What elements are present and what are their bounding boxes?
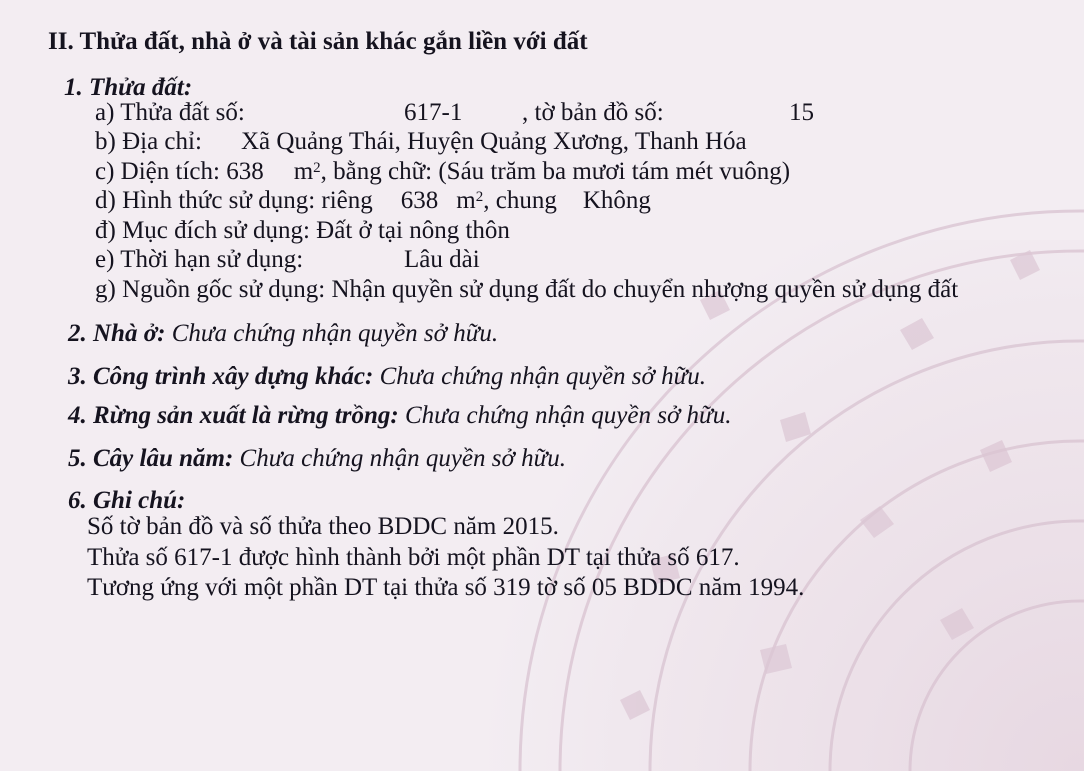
parcel-number: 617-1: [404, 99, 463, 126]
area-unit-exponent: 2: [313, 160, 321, 176]
address-label: b) Địa chỉ:: [95, 128, 202, 155]
area-label: c) Diện tích: 638: [95, 158, 264, 185]
note-line: Thửa số 617-1 được hình thành bởi một phần DT tại thửa số 617.: [87, 544, 740, 571]
area-unit: m: [293, 158, 314, 185]
other-construction-row: [68, 362, 706, 392]
house-heading: 2. Nhà ở:: [68, 320, 166, 347]
shared-value: Không: [582, 187, 651, 214]
forest-row: [68, 401, 731, 431]
map-sheet-label: , tờ bản đồ số:: [522, 99, 664, 126]
house-value: Chưa chứng nhận quyền sở hữu.: [171, 320, 499, 347]
private-area-unit-exponent: 2: [475, 189, 484, 205]
purpose-row: đ) Mục đích sử dụng: Đất ở tại nông thôn: [95, 217, 510, 244]
note-line: Số tờ bản đồ và số thửa theo BDDC năm 2015.: [87, 513, 559, 540]
other-construction-heading: 3. Công trình xây dựng khác:: [68, 363, 374, 390]
private-area: 638: [400, 187, 439, 214]
term-label: e) Thời hạn sử dụng:: [95, 246, 304, 273]
note-line: Tương ứng với một phần DT tại thửa số 319 tờ số 05 BDDC năm 1994.: [87, 574, 805, 601]
notes-heading: 6. Ghi chú:: [68, 487, 186, 514]
area-row: [95, 157, 790, 187]
land-heading: 1. Thửa đất:: [64, 74, 193, 101]
perennial-row: [68, 444, 566, 474]
usage-form-row: [95, 186, 651, 216]
parcel-label: a) Thửa đất số:: [95, 99, 245, 126]
private-area-unit: m: [456, 187, 476, 214]
area-in-words: , bằng chữ: (Sáu trăm ba mươi tám mét vuông): [320, 158, 791, 185]
other-construction-value: Chưa chứng nhận quyền sở hữu.: [379, 363, 707, 390]
section-title: II. Thửa đất, nhà ở và tài sản khác gắn liền với đất: [48, 28, 588, 55]
usage-form-label: d) Hình thức sử dụng: riêng: [95, 187, 373, 214]
house-row: [68, 319, 498, 349]
forest-value: Chưa chứng nhận quyền sở hữu.: [405, 402, 732, 429]
address-value: Xã Quảng Thái, Huyện Quảng Xương, Thanh Hóa: [241, 128, 747, 155]
origin-row: g) Nguồn gốc sử dụng: Nhận quyền sử dụng đất do chuyển nhượng quyền sử dụng đất: [95, 276, 959, 303]
term-value: Lâu dài: [404, 246, 480, 273]
perennial-value: Chưa chứng nhận quyền sở hữu.: [239, 445, 566, 472]
forest-heading: 4. Rừng sản xuất là rừng trồng:: [68, 402, 399, 429]
map-sheet-number: 15: [789, 99, 814, 126]
perennial-heading: 5. Cây lâu năm:: [68, 445, 234, 472]
shared-label: , chung: [483, 187, 557, 214]
